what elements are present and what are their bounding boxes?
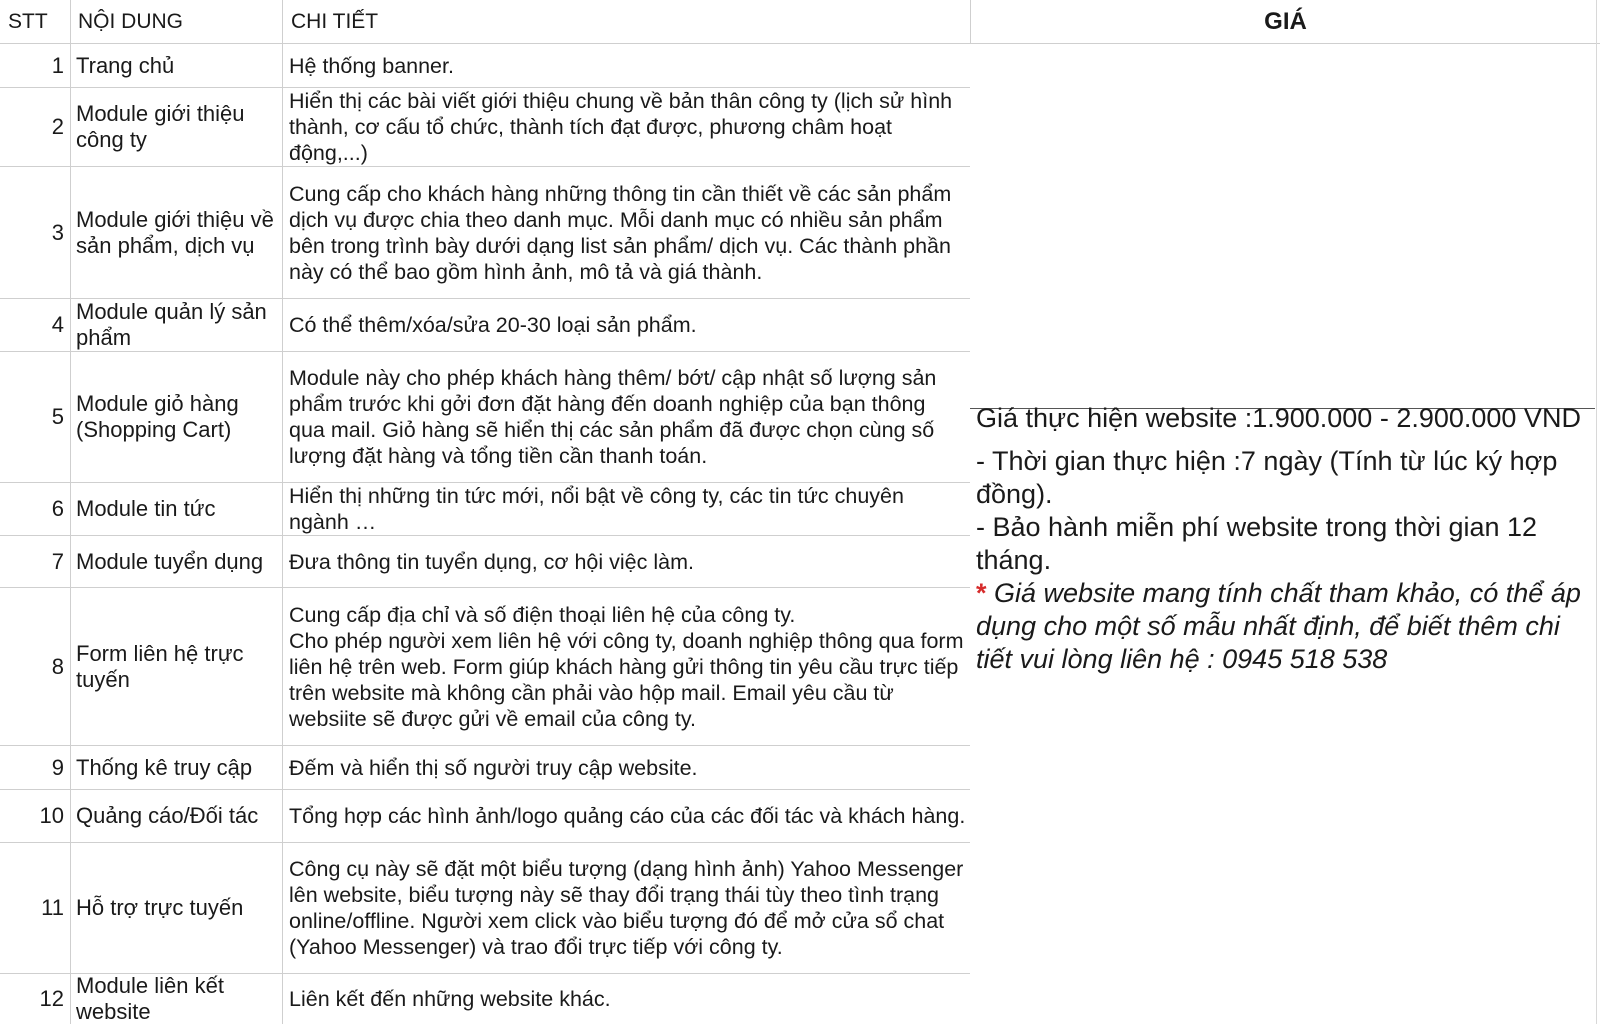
table-row [0, 483, 970, 536]
table-row [0, 536, 970, 588]
header-gia: GIÁ [970, 0, 1600, 44]
table-row [0, 88, 970, 167]
row-detail: Cung cấp địa chỉ và số điện thoại liên hệ của công ty. Cho phép người xem liên hệ với công ty, doanh nghiệp thông qua form liên hệ trên web. Form giúp khách hàng gửi thông tin yêu cầu trực tiếp trên website mà không cần phải vào hộp mail. Email yêu cầu từ websiite sẽ được gửi về email của công ty. [282, 588, 970, 745]
row-detail: Cung cấp cho khách hàng những thông tin cần thiết về các sản phẩm dịch vụ được chia theo danh mục. Mỗi danh mục có nhiều sản phẩm bên trong trình bày dưới dạng list sản phẩm/ dịch vụ. Các thành phần này có thể bao gồm hình ảnh, mô tả và giá thành. [282, 167, 970, 298]
row-number: 11 [41, 895, 64, 920]
sheet-edge [1596, 0, 1597, 1024]
header-chi-tiet: CHI TIẾT [282, 0, 970, 44]
table-row [0, 843, 970, 974]
row-feature: Trang chủ [70, 44, 282, 87]
table-row [0, 299, 970, 352]
row-number: 1 [51, 52, 64, 78]
row-feature: Quảng cáo/Đối tác [70, 790, 282, 842]
row-feature: Module liên kết website [70, 974, 282, 1024]
row-feature: Module quản lý sản phẩm [70, 299, 282, 351]
note-star: * [976, 578, 987, 608]
row-number: 2 [51, 114, 64, 139]
row-number: 9 [51, 754, 64, 780]
row-detail: Có thể thêm/xóa/sửa 20-30 loại sản phẩm. [282, 299, 970, 351]
price-note [976, 577, 1596, 676]
table-row [0, 352, 970, 483]
row-number: 12 [39, 986, 64, 1011]
row-feature: Module giới thiệu công ty [70, 88, 282, 166]
price-warranty: - Bảo hành miễn phí website trong thời gian 12 tháng. [976, 512, 1538, 575]
row-feature: Module tin tức [70, 483, 282, 535]
table-row [0, 974, 970, 1024]
row-feature: Module tuyển dụng [70, 536, 282, 587]
row-number: 4 [51, 312, 64, 337]
price-panel [976, 402, 1596, 676]
table-row [0, 44, 970, 88]
table-row [0, 790, 970, 843]
row-detail: Đưa thông tin tuyển dụng, cơ hội việc làm. [282, 536, 970, 587]
row-number: 10 [39, 803, 64, 828]
row-number: 6 [51, 496, 64, 521]
row-number: 5 [51, 404, 64, 429]
row-feature: Module giỏ hàng (Shopping Cart) [70, 352, 282, 482]
header-stt: STT [0, 0, 70, 44]
row-feature: Module giới thiệu về sản phẩm, dịch vụ [70, 167, 282, 298]
header-noi-dung: NỘI DUNG [70, 0, 282, 44]
row-feature: Hỗ trợ trực tuyến [70, 843, 282, 973]
row-detail: Công cụ này sẽ đặt một biểu tượng (dạng hình ảnh) Yahoo Messenger lên website, biểu tượng này sẽ thay đổi trạng thái tùy theo tình trạng online/offline. Người xem click vào biểu tượng đó để mở cửa sổ chat (Yahoo Messenger) và trao đổi trực tiếp với công ty. [282, 843, 970, 973]
row-feature: Form liên hệ trực tuyến [70, 588, 282, 745]
note-text: Giá website mang tính chất tham khảo, có thể áp dụng cho một số mẫu nhất định, để biết thêm chi tiết vui lòng liên hệ : 0945 518 538 [976, 578, 1581, 674]
row-number: 8 [51, 653, 64, 679]
feature-table [0, 44, 970, 1024]
row-detail: Hiển thị các bài viết giới thiệu chung về bản thân công ty (lịch sử hình thành, cơ cấu tổ chức, thành tích đạt được, phương châm hoạt động,...) [282, 88, 970, 166]
row-detail: Module này cho phép khách hàng thêm/ bớt/ cập nhật số lượng sản phẩm trước khi gởi đơn đặt hàng đến doanh nghiệp của bạn thông qua mail. Giỏ hàng sẽ hiển thị các sản phẩm đã được chọn cùng số lượng đặt hàng và tổng tiền cần thanh toán. [282, 352, 970, 482]
row-number: 7 [51, 548, 64, 574]
price-main: Giá thực hiện website :1.900.000 - 2.900.000 VND [976, 403, 1581, 433]
price-time: - Thời gian thực hiện :7 ngày (Tính từ lúc ký hợp đồng). [976, 446, 1558, 509]
row-detail: Hiển thị những tin tức mới, nổi bật về công ty, các tin tức chuyên ngành … [282, 483, 970, 535]
row-detail: Tổng hợp các hình ảnh/logo quảng cáo của các đối tác và khách hàng. [282, 790, 970, 842]
row-detail: Đếm và hiển thị số người truy cập website. [282, 746, 970, 789]
row-detail: Hệ thống banner. [282, 44, 970, 87]
table-row [0, 746, 970, 790]
row-feature: Thống kê truy cập [70, 746, 282, 789]
row-detail: Liên kết đến những website khác. [282, 974, 970, 1024]
row-number: 3 [51, 219, 64, 245]
table-row [0, 588, 970, 746]
table-row [0, 167, 970, 299]
